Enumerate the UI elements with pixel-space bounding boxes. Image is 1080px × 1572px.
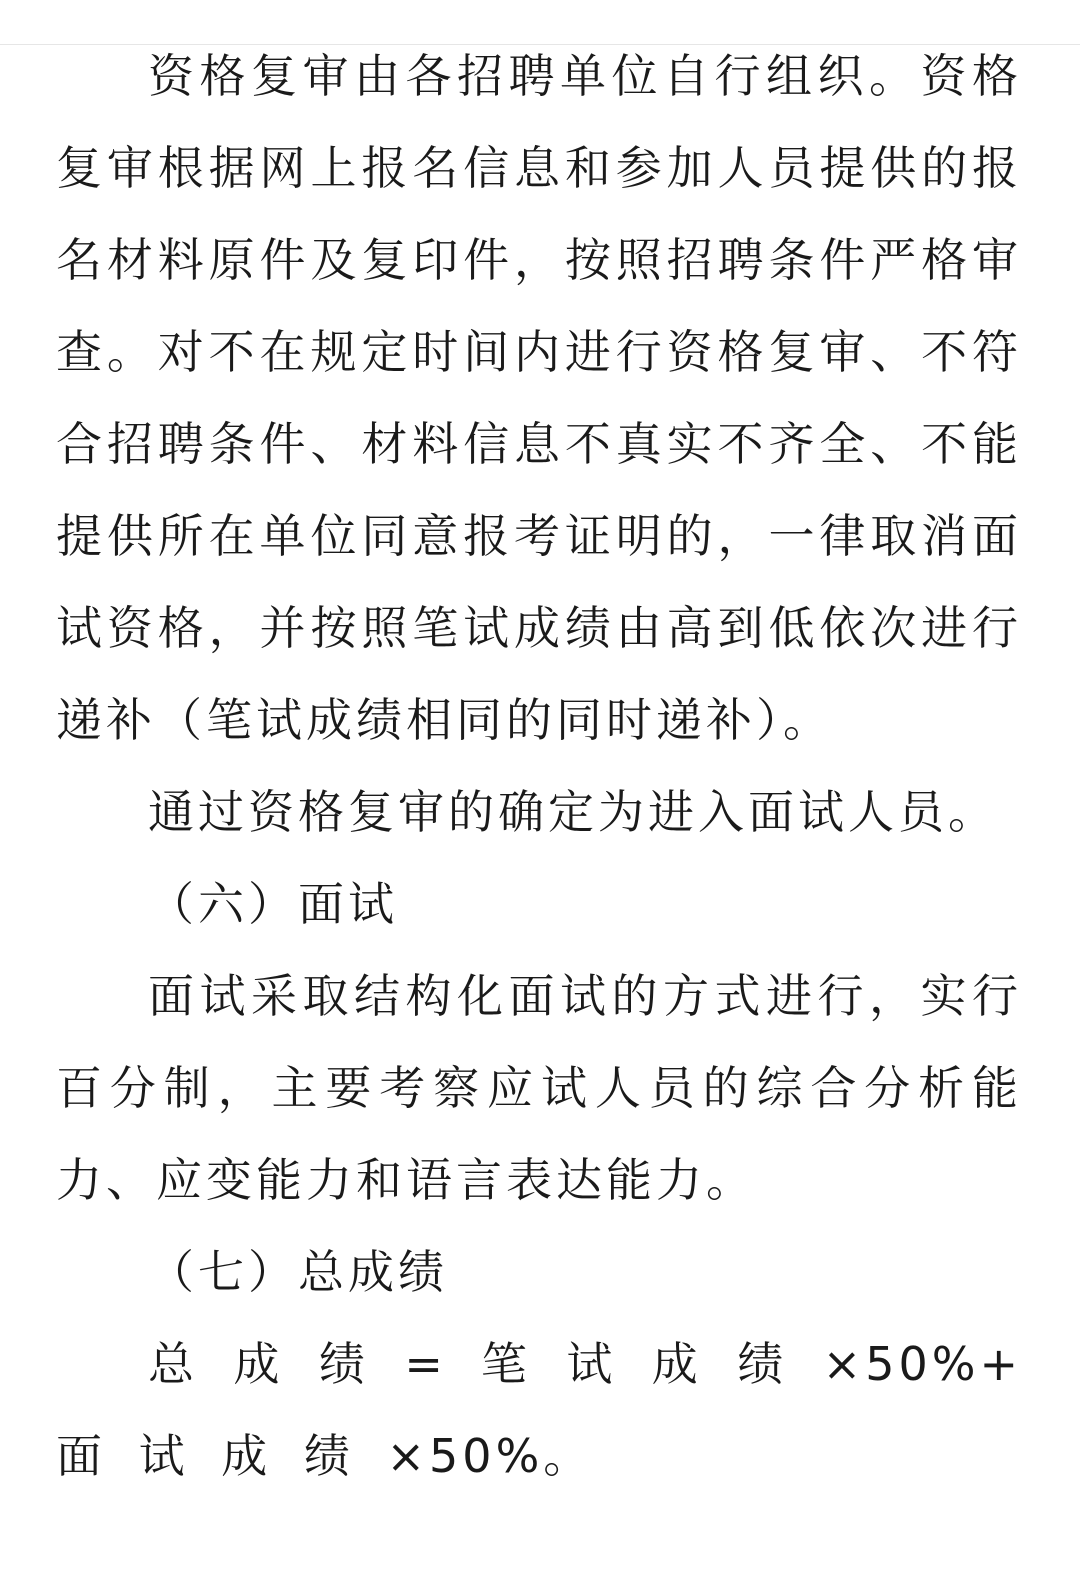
section-heading-total-score: （七）总成绩 <box>148 1245 448 1299</box>
paragraph-total-score-formula: 总 成 绩 = 笔 试 成 绩 ×50%+ 面 试 成 绩 ×50%。 <box>56 1337 1022 1483</box>
paragraph-interview-candidates: 通过资格复审的确定为进入面试人员。 <box>148 785 998 839</box>
paragraph-interview-method: 面试采取结构化面试的方式进行，实行百分制，主要考察应试人员的综合分析能力、应变能力和语言表达能力。 <box>56 969 1022 1207</box>
article-body <box>56 30 1022 1502</box>
section-heading-interview: （六）面试 <box>148 877 398 931</box>
paragraph-qualification-review: 资格复审由各招聘单位自行组织。资格复审根据网上报名信息和参加人员提供的报名材料原件及复印件，按照招聘条件严格审查。对不在规定时间内进行资格复审、不符合招聘条件、材料信息不真实不齐全、不能提供所在单位同意报考证明的，一律取消面试资格，并按照笔试成绩由高到低依次进行递补（笔试成绩相同的同时递补）。 <box>56 49 1022 747</box>
